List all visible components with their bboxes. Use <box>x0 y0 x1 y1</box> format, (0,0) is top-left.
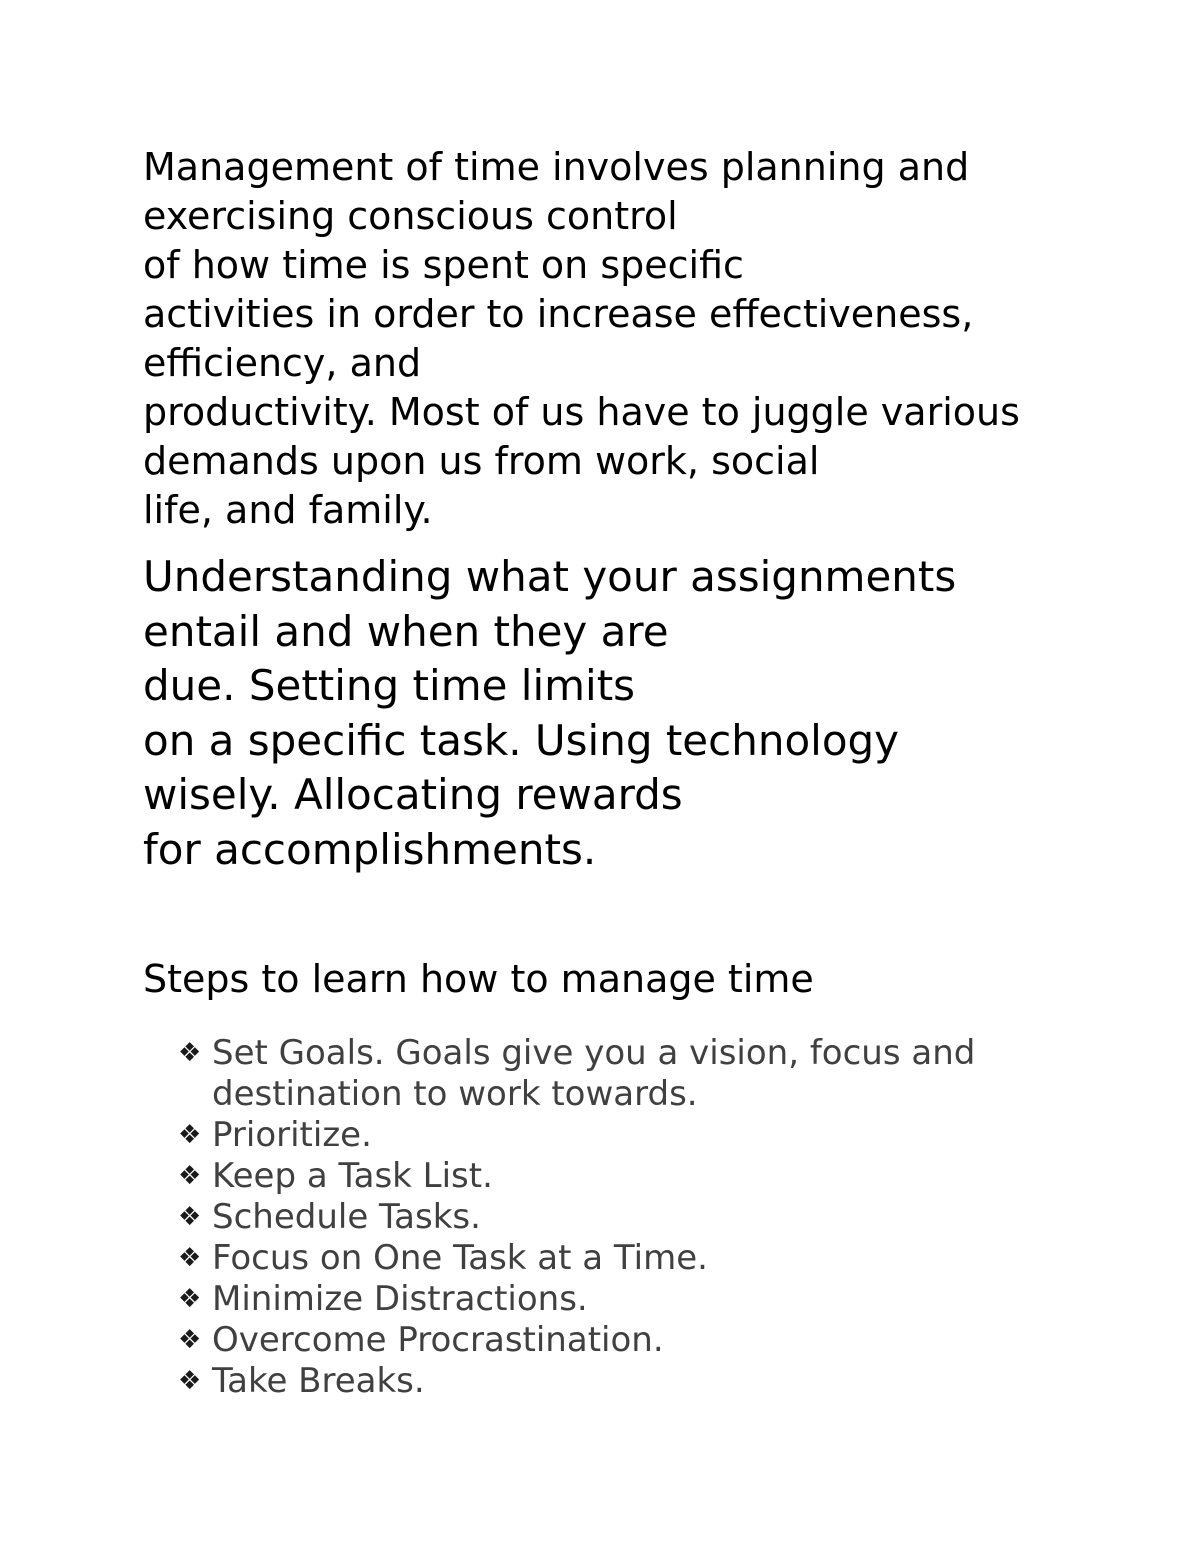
list-item-line: Take Breaks. <box>212 1361 425 1401</box>
list-item-line: Keep a Task List. <box>212 1156 493 1196</box>
list-item-text <box>212 1197 481 1238</box>
list-item <box>178 1115 1078 1156</box>
list-item-text <box>212 1033 975 1115</box>
list-item-line: Schedule Tasks. <box>212 1197 481 1237</box>
list-item-text <box>212 1156 493 1197</box>
four-diamond-bullet-icon: ❖ <box>178 1202 202 1232</box>
list-item <box>178 1279 1078 1320</box>
list-item-line: Overcome Procrastination. <box>212 1320 664 1360</box>
list-item-text <box>212 1279 588 1320</box>
list-item-line: Minimize Distractions. <box>212 1279 588 1319</box>
list-item-text <box>212 1115 372 1156</box>
four-diamond-bullet-icon: ❖ <box>178 1284 202 1314</box>
four-diamond-bullet-icon: ❖ <box>178 1325 202 1355</box>
tips-line: Understanding what your assignments <box>143 552 957 601</box>
intro-line: demands upon us from work, social <box>143 439 820 483</box>
tips-line: entail and when they are <box>143 606 669 656</box>
intro-paragraph <box>143 143 1143 535</box>
four-diamond-bullet-icon: ❖ <box>178 1120 202 1150</box>
list-item-line: destination to work towards. <box>212 1074 698 1114</box>
list-item-line: Prioritize. <box>212 1115 372 1155</box>
intro-line: life, and family. <box>143 488 433 532</box>
list-item-text <box>212 1361 425 1402</box>
steps-list <box>178 1033 1078 1402</box>
intro-line: exercising conscious control <box>143 194 678 238</box>
list-item <box>178 1156 1078 1197</box>
list-item-line: Set Goals. Goals give you a vision, focus and <box>212 1033 976 1073</box>
four-diamond-bullet-icon: ❖ <box>178 1243 202 1273</box>
list-item <box>178 1320 1078 1361</box>
steps-heading: Steps to learn how to manage time <box>143 957 814 1001</box>
list-item <box>178 1033 1078 1115</box>
tips-line: on a specific task. Using technology <box>143 715 900 765</box>
list-item <box>178 1197 1078 1238</box>
tips-line: wisely. Allocating rewards <box>143 770 683 819</box>
intro-line: productivity. Most of us have to juggle various <box>143 390 1020 434</box>
four-diamond-bullet-icon: ❖ <box>178 1038 202 1068</box>
four-diamond-bullet-icon: ❖ <box>178 1161 202 1191</box>
list-item-text <box>212 1320 664 1361</box>
intro-line: of how time is spent on specific <box>143 243 744 287</box>
list-item-text <box>212 1238 708 1279</box>
four-diamond-bullet-icon: ❖ <box>178 1366 202 1396</box>
list-item <box>178 1238 1078 1279</box>
tips-line: for accomplishments. <box>143 824 597 874</box>
intro-line: Management of time involves planning and <box>143 145 970 189</box>
intro-line: activities in order to increase effectiveness, <box>143 292 974 336</box>
intro-line: efficiency, and <box>143 341 422 385</box>
tips-line: due. Setting time limits <box>143 661 636 710</box>
list-item-line: Focus on One Task at a Time. <box>212 1238 708 1278</box>
list-item <box>178 1361 1078 1402</box>
tips-paragraph <box>143 550 1143 877</box>
